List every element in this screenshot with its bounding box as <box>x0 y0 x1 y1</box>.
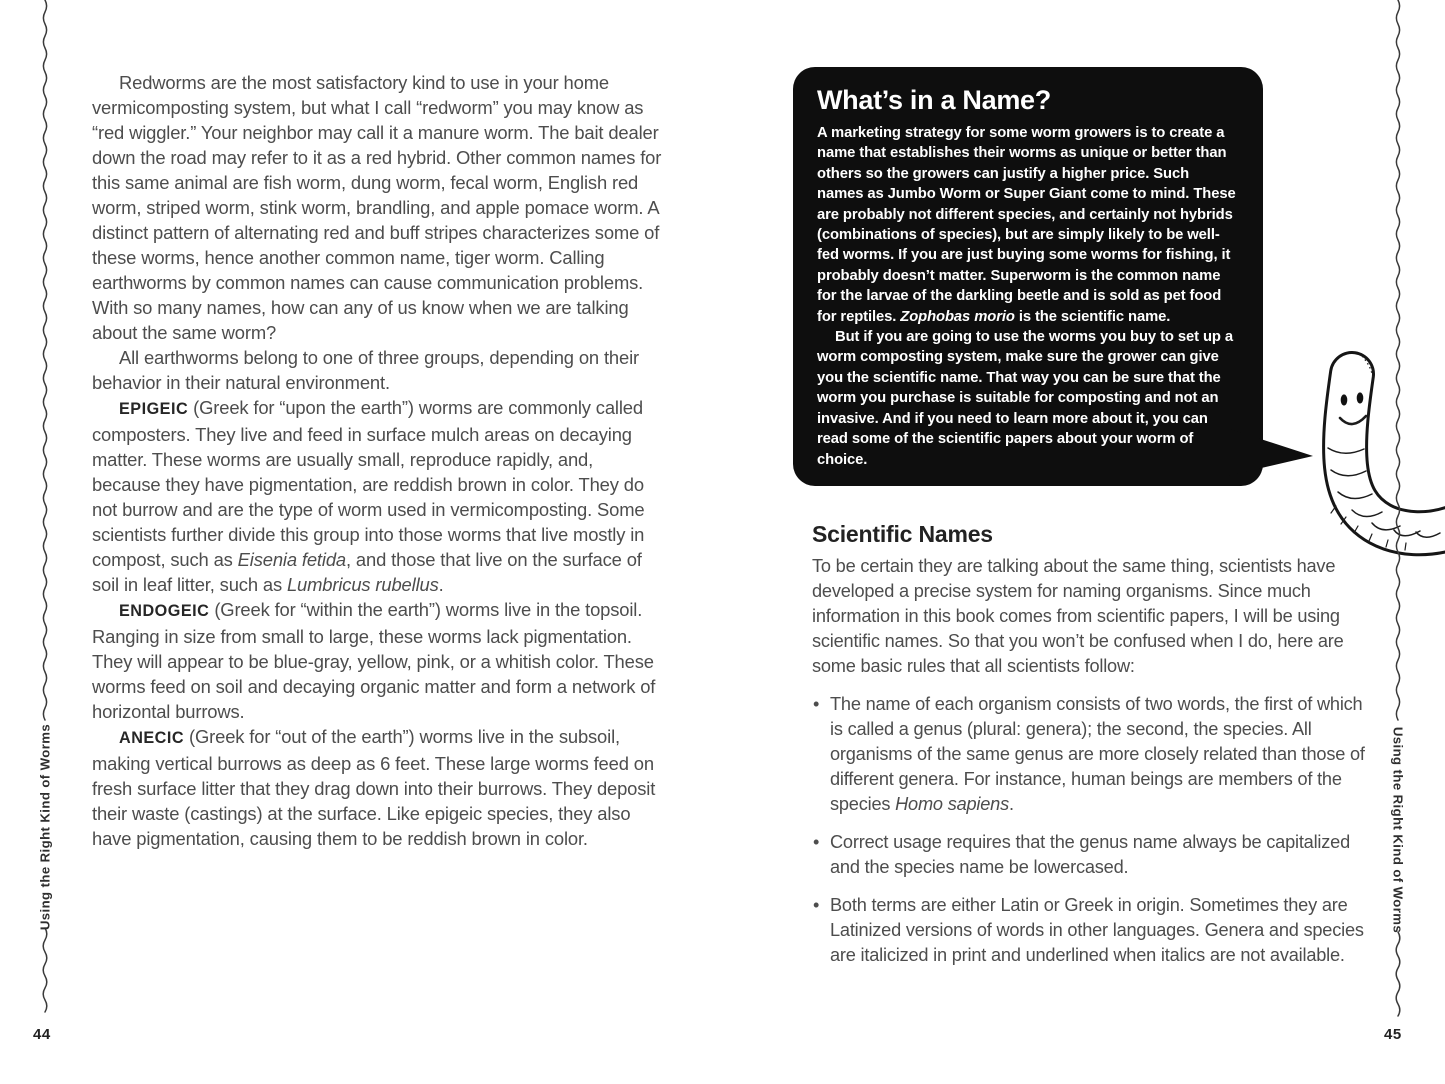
bullet-marker: • <box>813 895 820 915</box>
page-number-right: 45 <box>1384 1026 1402 1043</box>
section-heading: Scientific Names <box>812 521 993 547</box>
text-segment: (Greek for “upon the earth”) worms are commonly called composters. They live and feed in surface mulch areas on decaying matter. These worms are usually small, reproduce rapidly, and, because they have pigmentation, are reddish brown in color. They do not burrow and are the type of worm used in vermicomposting. Some scientists further divide this group into those worms that live mostly in compost, such as <box>92 397 645 570</box>
text-segment: Homo sapiens <box>895 794 1009 814</box>
text-segment: ENDOGEIC <box>119 602 210 620</box>
paragraph <box>92 724 664 851</box>
section-intro <box>812 554 1378 679</box>
callout-body <box>817 123 1239 470</box>
text-segment: ANECIC <box>119 729 185 747</box>
text-segment: Correct usage requires that the genus name always be capitalized and the species name be lowercased. <box>830 832 1350 877</box>
callout-title: What’s in a Name? <box>817 85 1051 115</box>
text-segment: A marketing strategy for some worm growers is to create a name that establishes their worms as unique or better than others so the growers can justify a higher price. Such names as Jumbo Worm or Super Giant come to mind. These are probably not different species, and certainly not hybrids (combinations of species), but are simply likely to be well-fed worms. If you are just buying some worms for fishing, it probably doesn’t matter. Superworm is the common name for the larvae of the darkling beetle and is sold as pet food for reptiles. <box>817 125 1236 325</box>
wavy-border-left-top <box>41 0 49 730</box>
paragraph <box>812 554 1378 679</box>
wavy-border-left-bottom <box>41 928 49 1020</box>
worm-eye-right <box>1357 392 1364 403</box>
bullet-marker: • <box>813 832 820 852</box>
worm-eye-left <box>1341 394 1348 405</box>
right-page-text-column <box>812 521 1378 968</box>
text-segment: The name of each organism consists of two words, the first of which is called a genus (plural: genera); the second, the species. All organisms of the same genus are more closely related than those of different genera. For instance, human beings are members of the species <box>830 694 1365 814</box>
left-page-text-column <box>92 70 664 851</box>
bullet-item <box>812 830 1378 880</box>
text-segment: Eisenia fetida <box>237 549 346 570</box>
bullet-list <box>812 692 1378 968</box>
callout-box <box>793 67 1263 486</box>
callout-paragraph <box>817 327 1239 470</box>
text-segment: is the scientific name. <box>1014 308 1171 325</box>
text-segment: (Greek for “out of the earth”) worms live in the subsoil, making vertical burrows as deep as 6 feet. These large worms feed on fresh surface litter that they drag down into their burrows. They deposit their waste (castings) at the surface. Like epigeic species, they also have pigmentation, causing them to be reddish brown in color. <box>92 726 656 849</box>
text-segment: All earthworms belong to one of three groups, depending on their behavior in their natural environment. <box>92 347 639 393</box>
text-segment: To be certain they are talking about the same thing, scientists have developed a precise system for naming organisms. Since much information in this book comes from scientific papers, I will be using scientific names. So that you won’t be confused when I do, here are some basic rules that all scientists follow: <box>812 556 1344 676</box>
text-segment: . <box>1008 794 1014 814</box>
bullet-item <box>812 692 1378 817</box>
text-segment: Zophobas morio <box>900 308 1015 325</box>
wavy-border-right-top <box>1394 0 1402 726</box>
paragraph <box>92 597 664 724</box>
wavy-border-right-bottom <box>1394 932 1402 1020</box>
side-label-right: Using the Right Kind of Worms <box>1390 726 1406 934</box>
bullet-marker: • <box>813 694 820 714</box>
side-label-left: Using the Right Kind of Worms <box>37 723 53 931</box>
text-segment: Redworms are the most satisfactory kind to use in your home vermicomposting system, but what I call “redworm” you may know as “red wiggler.” Your neighbor may call it a manure worm. The bait dealer down the road may refer to it as a red hybrid. Other common names for this same animal are fish worm, dung worm, fecal worm, English red worm, striped worm, stink worm, brandling, and apple pomace worm. A distinct pattern of alternating red and buff stripes characterizes some of these worms, hence another common name, tiger worm. Calling earthworms by common names can cause communication problems. With so many names, how can any of us know when we are talking about the same worm? <box>92 72 662 343</box>
text-segment: , and those that live on the surface of soil in leaf litter, such as <box>92 549 642 595</box>
speech-bubble-tail-icon <box>1220 420 1325 482</box>
callout-paragraph <box>817 123 1239 327</box>
paragraph <box>92 345 664 395</box>
text-segment: EPIGEIC <box>119 400 189 418</box>
text-segment: But if you are going to use the worms you buy to set up a worm composting system, make sure the grower can give you the scientific name. That way you can be sure that the worm you purchase is suitable for composting and not an invasive. And if you need to learn more about it, you can read some of the scientific papers about your worm of choice. <box>817 329 1233 468</box>
text-segment: Lumbricus rubellus <box>286 574 439 595</box>
text-segment: Both terms are either Latin or Greek in origin. Sometimes they are Latinized versions of words in other languages. Genera and species are italicized in print and underlined when italics are not available. <box>830 895 1364 965</box>
paragraph <box>92 70 664 345</box>
text-segment: (Greek for “within the earth”) worms live in the topsoil. Ranging in size from small to large, these worms lack pigmentation. They will appear to be blue-gray, yellow, pink, or a whitish color. These worms feed on soil and decaying organic matter and form a network of horizontal burrows. <box>92 599 656 722</box>
page-number-left: 44 <box>33 1026 51 1043</box>
paragraph <box>92 395 664 597</box>
text-segment: . <box>438 574 444 595</box>
bullet-item <box>812 893 1378 968</box>
